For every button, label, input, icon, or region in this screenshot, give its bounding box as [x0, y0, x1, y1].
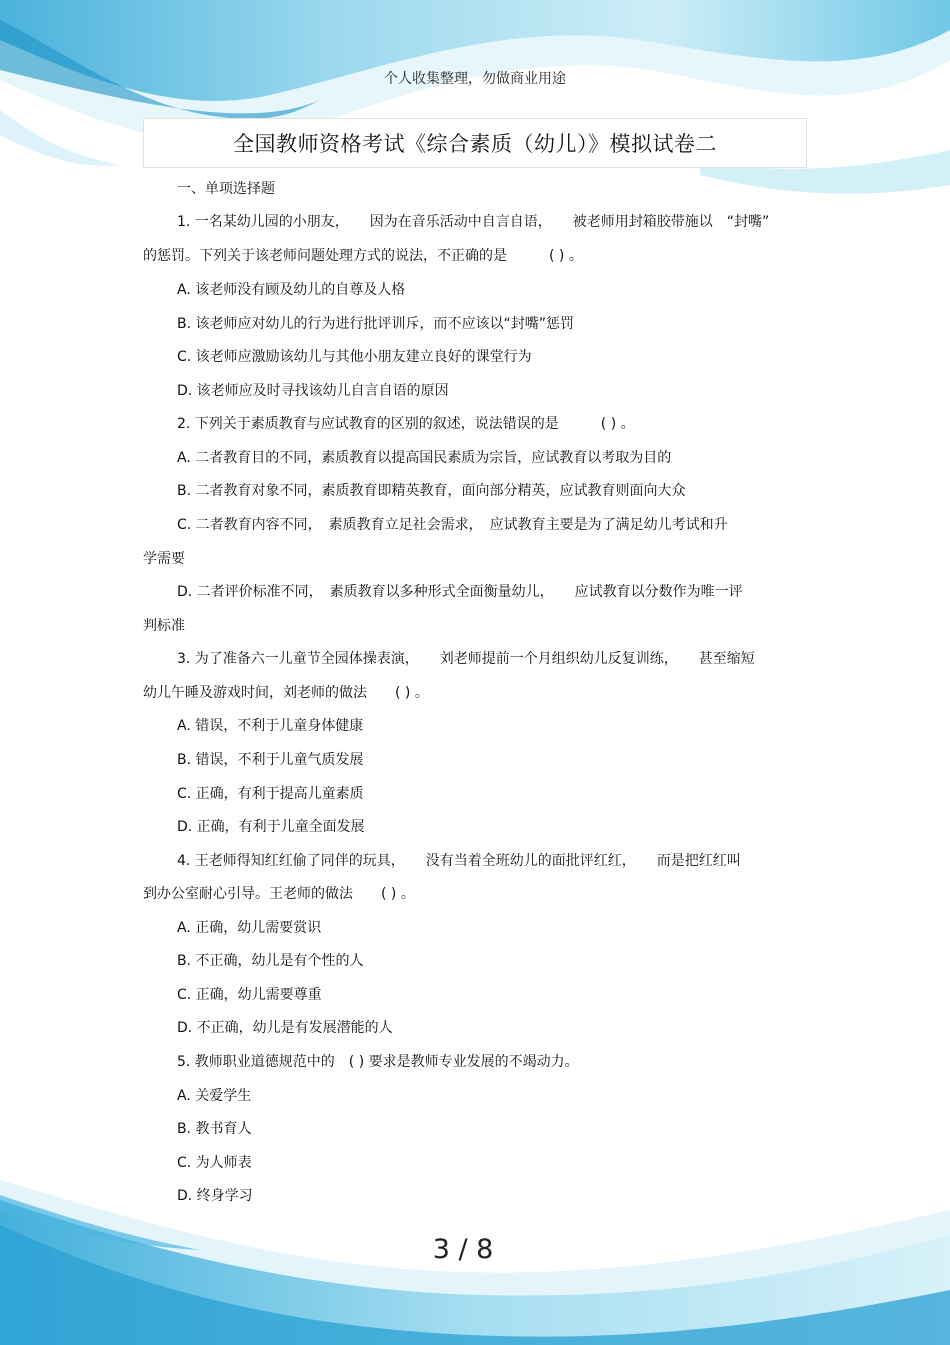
section-heading: 一、单项选择题 — [177, 181, 275, 197]
question-2-option-d: D. 二者评价标准不同， 素质教育以多种形式全面衡量幼儿， 应试教育以分数作为唯一评 — [177, 584, 743, 600]
question-3-option-b: B. 错误，不利于儿童气质发展 — [177, 752, 364, 768]
question-1-option-b: B. 该老师应对幼儿的行为进行批评训斥，而不应该以“封嘴”惩罚 — [177, 316, 575, 332]
question-2-option-b: B. 二者教育对象不同，素质教育即精英教育，面向部分精英，应试教育则面向大众 — [177, 483, 686, 499]
question-2-stem: 2. 下列关于素质教育与应试教育的区别的叙述，说法错误的是 ( ) 。 — [177, 416, 635, 432]
question-1-stem-cont: 的惩罚。下列关于该老师问题处理方式的说法，不正确的是 ( ) 。 — [143, 248, 583, 264]
question-1-option-c: C. 该老师应激励该幼儿与其他小朋友建立良好的课堂行为 — [177, 349, 532, 365]
question-5-option-d: D. 终身学习 — [177, 1188, 253, 1204]
document-title: 全国教师资格考试《综合素质（幼儿）》模拟试卷二 — [233, 132, 717, 156]
question-2-option-d-cont: 判标准 — [143, 618, 185, 634]
question-5-option-c: C. 为人师表 — [177, 1155, 252, 1171]
question-2-option-a: A. 二者教育目的不同，素质教育以提高国民素质为宗旨，应试教育以考取为目的 — [177, 450, 672, 466]
question-3-option-c: C. 正确，有利于提高儿童素质 — [177, 786, 364, 802]
question-4-stem: 4. 王老师得知红红偷了同伴的玩具， 没有当着全班幼儿的面批评红红， 而是把红红叫 — [177, 853, 741, 869]
question-3-option-d: D. 正确，有利于儿童全面发展 — [177, 819, 365, 835]
question-4-option-d: D. 不正确，幼儿是有发展潜能的人 — [177, 1020, 393, 1036]
question-4-option-a: A. 正确，幼儿需要赏识 — [177, 920, 322, 936]
question-2-option-c-cont: 学需要 — [143, 551, 185, 567]
header-note: 个人收集整理，勿做商业用途 — [384, 71, 566, 87]
question-1-option-d: D. 该老师应及时寻找该幼儿自言自语的原因 — [177, 383, 449, 399]
question-2-option-c: C. 二者教育内容不同， 素质教育立足社会需求， 应试教育主要是为了满足幼儿考试和升 — [177, 517, 728, 533]
question-5-stem: 5. 教师职业道德规范中的 ( ) 要求是教师专业发展的不竭动力。 — [177, 1054, 579, 1070]
question-5-option-b: B. 教书育人 — [177, 1121, 252, 1137]
question-3-stem: 3. 为了准备六一儿童节全园体操表演， 刘老师提前一个月组织幼儿反复训练， 甚至缩短 — [177, 651, 755, 667]
question-3-option-a: A. 错误，不利于儿童身体健康 — [177, 718, 364, 734]
question-4-option-c: C. 正确，幼儿需要尊重 — [177, 987, 322, 1003]
question-4-option-b: B. 不正确，幼儿是有个性的人 — [177, 953, 364, 969]
page-number: 3 / 8 — [432, 1234, 494, 1265]
question-3-stem-cont: 幼儿午睡及游戏时间，刘老师的做法 ( ) 。 — [143, 685, 429, 701]
question-5-option-a: A. 关爱学生 — [177, 1088, 252, 1104]
question-1-option-a: A. 该老师没有顾及幼儿的自尊及人格 — [177, 282, 406, 298]
question-4-stem-cont: 到办公室耐心引导。王老师的做法 ( ) 。 — [143, 886, 415, 902]
question-1-stem: 1. 一名某幼儿园的小朋友， 因为在音乐活动中自言自语， 被老师用封箱胶带施以 “封嘴” — [177, 214, 770, 230]
